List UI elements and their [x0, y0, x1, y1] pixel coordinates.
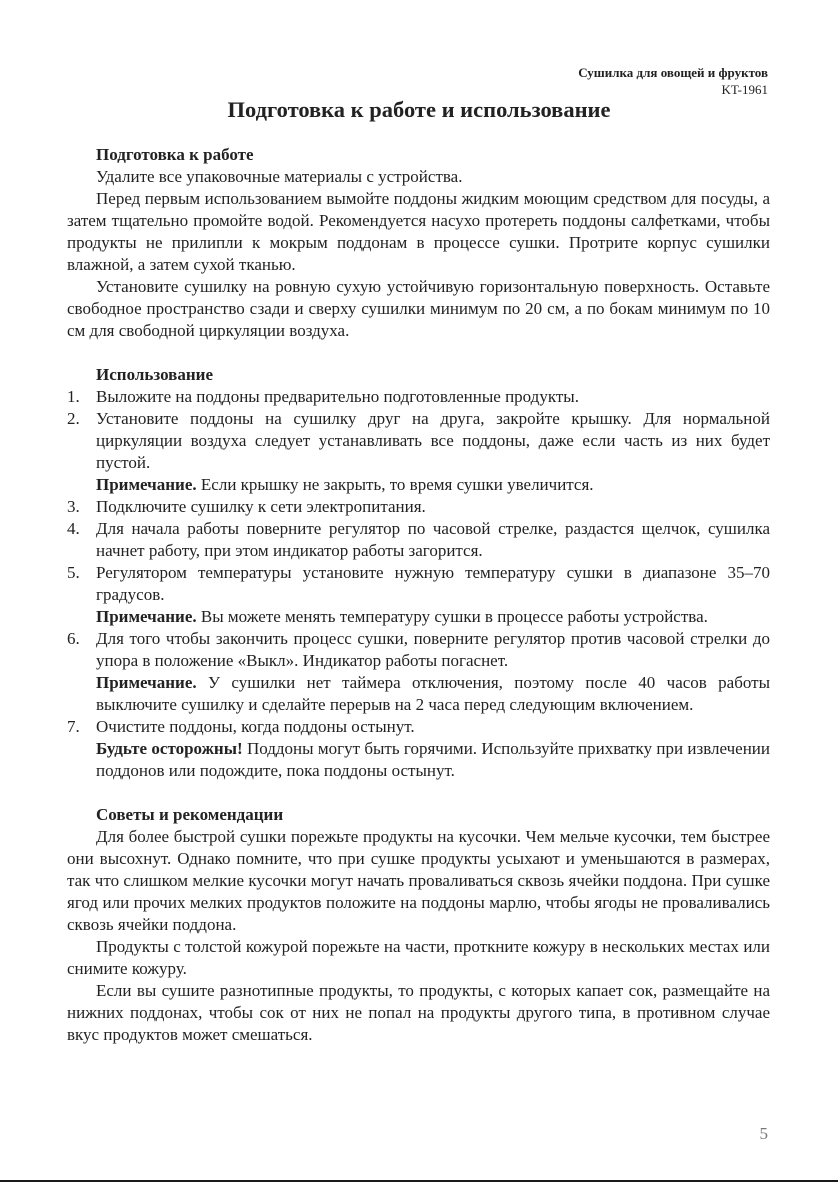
step-number: 2. [67, 409, 80, 428]
step-text: Для того чтобы закончить процесс сушки, поверните регулятор против часовой стрелки до упора в положение «Выкл». Индикатор работы погаснет. [96, 629, 770, 670]
step-text: Регулятором температуры установите нужную температуру сушки в диапазоне 35–70 градусов. [96, 563, 770, 604]
header-product-name: Сушилка для овощей и фруктов [578, 65, 768, 80]
warning-label: Будьте осторожны! [96, 739, 243, 758]
note-label: Примечание. [96, 607, 197, 626]
step-text: Подключите сушилку к сети электропитания. [96, 497, 426, 516]
section-tips [67, 804, 770, 1046]
step-text: Для начала работы поверните регулятор по часовой стрелке, раздастся щелчок, сушилка начнет работу, при этом индикатор работы загорится. [96, 519, 770, 560]
step-text: Установите поддоны на сушилку друг на друга, закройте крышку. Для нормальной циркуляции воздуха следует устанавливать все поддоны, даже если часть из них будет пустой. [96, 409, 770, 472]
step-note [96, 474, 770, 496]
page-title: Подготовка к работе и использование [227, 97, 611, 122]
step-number: 4. [67, 519, 80, 538]
warning-text: Поддоны могут быть горячими. Используйте прихватку при извлечении поддонов или подождите, пока поддоны остынут. [96, 739, 771, 780]
section-preparation [67, 144, 770, 342]
note-text: У сушилки нет таймера отключения, поэтому после 40 часов работы выключите сушилку и сделайте перерыв на 2 часа перед следующим включением. [96, 673, 770, 714]
section-usage [67, 364, 770, 782]
list-item [67, 518, 770, 562]
list-item [67, 496, 770, 518]
page-content [67, 144, 770, 1046]
step-number: 3. [67, 497, 80, 516]
step-text: Очистите поддоны, когда поддоны остынут. [96, 717, 415, 736]
page-number: 5 [759, 1124, 768, 1143]
paragraph: Продукты с толстой кожурой порежьте на части, проткните кожуру в нескольких местах или снимите кожуру. [67, 937, 770, 978]
note-text: Если крышку не закрыть, то время сушки увеличится. [200, 475, 594, 494]
usage-steps-list [67, 386, 770, 782]
paragraph: Если вы сушите разнотипные продукты, то продукты, с которых капает сок, размещайте на нижних поддонах, чтобы сок от них не попал на продукты другого типа, в противном случае вкус продуктов может смешаться. [67, 981, 770, 1044]
step-note [96, 672, 770, 716]
note-label: Примечание. [96, 475, 197, 494]
list-item [67, 562, 770, 628]
paragraph: Перед первым использованием вымойте поддоны жидким моющим средством для посуды, а затем тщательно промойте водой. Рекомендуется насухо протереть поддоны салфетками, чтобы продукты не прилипли к мокрым поддонам в процессе сушки. Протрите корпус сушилки влажной, а затем сухой тканью. [67, 189, 770, 274]
list-item [67, 628, 770, 716]
list-item [67, 386, 770, 408]
section-title-tips: Советы и рекомендации [96, 805, 284, 824]
paragraph: Удалите все упаковочные материалы с устройства. [96, 167, 463, 186]
bottom-divider [0, 1180, 838, 1182]
running-header [578, 64, 768, 98]
note-text: Вы можете менять температуру сушки в процессе работы устройства. [200, 607, 708, 626]
step-text: Выложите на поддоны предварительно подготовленные продукты. [96, 387, 579, 406]
step-number: 6. [67, 629, 80, 648]
step-note [96, 606, 770, 628]
header-model: KT-1961 [721, 82, 768, 97]
section-title-preparation: Подготовка к работе [96, 145, 254, 164]
list-item [67, 716, 770, 782]
list-item [67, 408, 770, 496]
step-number: 7. [67, 717, 80, 736]
note-label: Примечание. [96, 673, 197, 692]
section-title-usage: Использование [96, 365, 213, 384]
step-number: 1. [67, 387, 80, 406]
paragraph: Установите сушилку на ровную сухую устойчивую горизонтальную поверхность. Оставьте свободное пространство сзади и сверху сушилки минимум по 20 см, а по бокам минимум по 10 см для свободной циркуляции воздуха. [67, 277, 770, 340]
step-warning [96, 738, 770, 782]
paragraph: Для более быстрой сушки порежьте продукты на кусочки. Чем мельче кусочки, тем быстрее они высохнут. Однако помните, что при сушке продукты усыхают и уменьшаются в размерах, так что слишком мелкие кусочки могут начать проваливаться сквозь ячейки поддона. При сушке ягод или прочих мелких продуктов положите на поддоны марлю, чтобы ягоды не проваливались сквозь ячейки поддона. [67, 827, 770, 934]
step-number: 5. [67, 563, 80, 582]
